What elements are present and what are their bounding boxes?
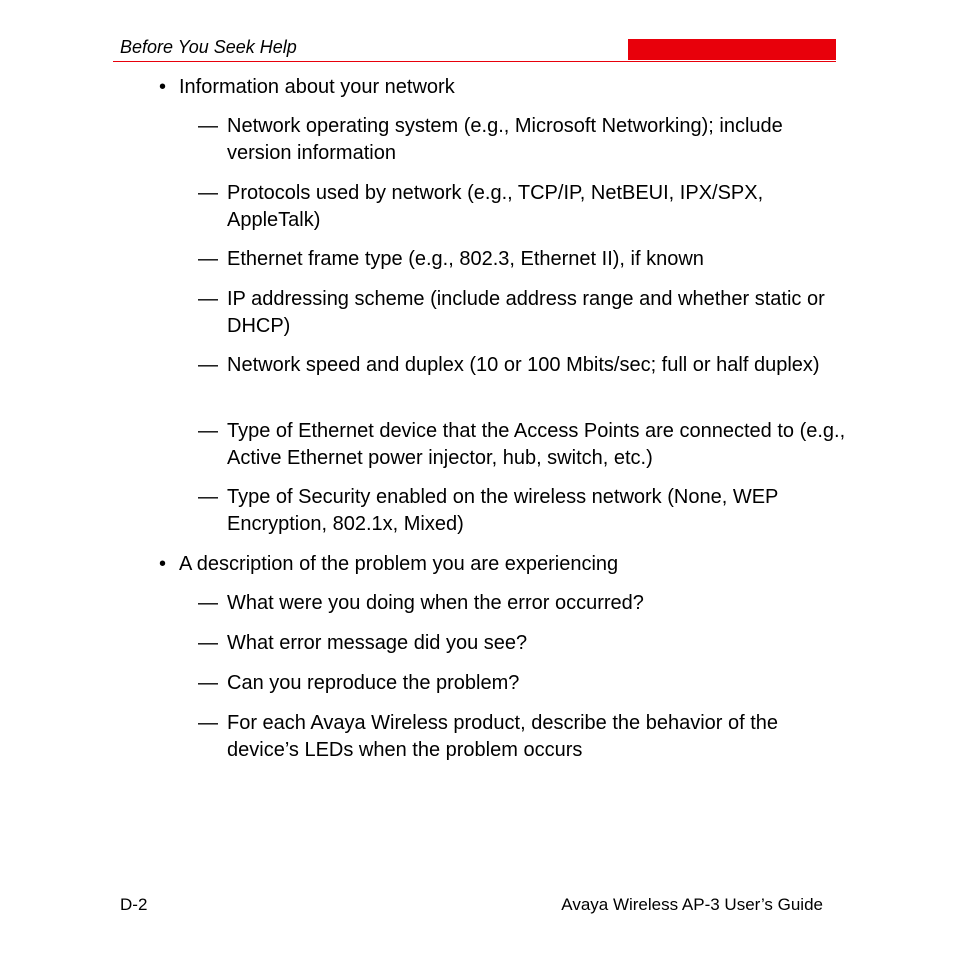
list-item [198, 630, 847, 657]
list-item-text: Network speed and duplex (10 or 100 Mbits/sec; full or half duplex) [227, 354, 820, 376]
list-item-text: For each Avaya Wireless product, describe the behavior of the device’s LEDs when the problem occurs [227, 712, 779, 761]
bullet-problem-description [159, 551, 618, 577]
guide-title: Avaya Wireless AP-3 User’s Guide [561, 895, 823, 914]
list-item-text: Type of Ethernet device that the Access Points are connected to (e.g., Active Ethernet power injector, hub, switch, etc.) [227, 420, 846, 469]
bullet-heading: Information about your network [179, 76, 455, 98]
list-item [198, 418, 847, 471]
list-item-text: Protocols used by network (e.g., TCP/IP, NetBEUI, IPX/SPX, AppleTalk) [227, 182, 764, 231]
list-item [198, 286, 847, 339]
dash-marker: — [198, 354, 218, 376]
list-item-text: Can you reproduce the problem? [227, 672, 520, 694]
list-item [198, 352, 847, 379]
list-item [198, 246, 847, 273]
dash-marker: — [198, 182, 218, 204]
bullet-marker: • [159, 553, 167, 575]
bullet-marker: • [159, 76, 167, 98]
dash-marker: — [198, 420, 218, 442]
list-item [198, 180, 847, 233]
list-item-text: Type of Security enabled on the wireless network (None, WEP Encryption, 802.1x, Mixed) [227, 486, 779, 535]
list-item [198, 484, 847, 537]
dash-marker: — [198, 248, 218, 270]
dash-marker: — [198, 672, 218, 694]
bullet-network-info [159, 74, 455, 100]
list-item [198, 113, 847, 166]
dash-marker: — [198, 712, 218, 734]
dash-marker: — [198, 592, 218, 614]
list-item [198, 590, 847, 617]
list-item-text: Network operating system (e.g., Microsoft Networking); include version information [227, 115, 783, 164]
header-rule [113, 61, 836, 62]
list-item-text: What were you doing when the error occurred? [227, 592, 644, 614]
dash-marker: — [198, 632, 218, 654]
page-number: D-2 [120, 895, 148, 914]
list-item-text: What error message did you see? [227, 632, 528, 654]
list-item-text: IP addressing scheme (include address range and whether static or DHCP) [227, 288, 825, 337]
dash-marker: — [198, 288, 218, 310]
header-accent-bar [628, 39, 836, 60]
list-item [198, 670, 847, 697]
dash-marker: — [198, 115, 218, 137]
list-item [198, 710, 847, 763]
bullet-heading: A description of the problem you are experiencing [179, 553, 619, 575]
list-item-text: Ethernet frame type (e.g., 802.3, Ethernet II), if known [227, 248, 704, 270]
running-header-title: Before You Seek Help [120, 37, 297, 57]
dash-marker: — [198, 486, 218, 508]
